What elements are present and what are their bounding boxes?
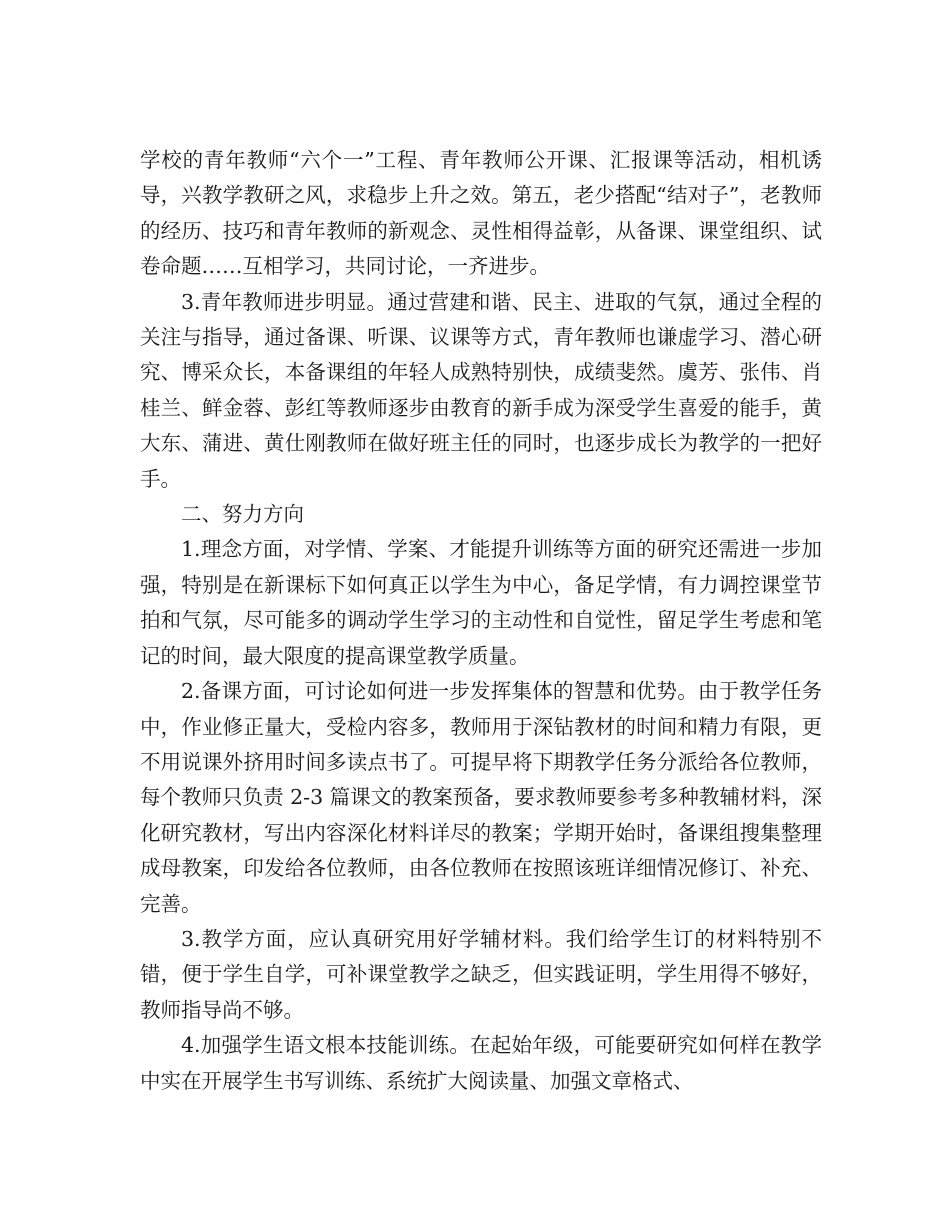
paragraph-lesson-prep: 2.备课方面，可讨论如何进一步发挥集体的智慧和优势。由于教学任务中，作业修正量大，受检内容多，教师用于深钻教材的时间和精力有限，更不用说课外挤用时间多读点书了。可提早将下期教学任务分派给各位教师，每个教师只负责 2-3 篇课文的教案预备，要求教师要参考多种教辅材料，深化研究教材，写出内容深化材料详尽的教案；学期开始时，备课组搜集整理成母教案，印发给各位教师，由各位教师在按照该班详细情况修订、补充、完善。 [140, 679, 822, 916]
paragraph-young-teachers-progress: 3.青年教师进步明显。通过营建和谐、民主、进取的气氛，通过全程的关注与指导，通过备课、听课、议课等方式，青年教师也谦虚学习、潜心研究、博采众长，本备课组的年轻人成熟特别快，成绩斐然。虞芳、张伟、肖桂兰、鲜金蓉、彭红等教师逐步由教育的新手成为深受学生喜爱的能手，黄大东、蒲进、黄仕刚教师在做好班主任的同时，也逐步成长为教学的一把好手。 [140, 289, 822, 491]
paragraph-concept: 1.理念方面，对学情、学案、才能提升训练等方面的研究还需进一步加强，特别是在新课标下如何真正以学生为中心，备足学情，有力调控课堂节拍和气氛，尽可能多的调动学生学习的主动性和自觉性，留足学生考虑和笔记的时间，最大限度的提高课堂教学质量。 [140, 537, 822, 668]
paragraph-continuation: 学校的青年教师“六个一”工程、青年教师公开课、汇报课等活动，相机诱导，兴教学教研之风，求稳步上升之效。第五，老少搭配“结对子”，老教师的经历、技巧和青年教师的新观念、灵性相得益彰，从备课、课堂组织、试卷命题……互相学习，共同讨论，一齐进步。 [140, 148, 822, 279]
document-body [140, 143, 822, 1099]
paragraph-teaching: 3.教学方面，应认真研究用好学辅材料。我们给学生订的材料特别不错，便于学生自学，可补课堂教学之缺乏，但实践证明，学生用得不够好，教师指导尚不够。 [140, 926, 822, 1022]
section-heading-direction: 二、努力方向 [181, 502, 304, 527]
paragraph-basic-skills: 4.加强学生语文根本技能训练。在起始年级，可能要研究如何样在教学中实在开展学生书写训练、系统扩大阅读量、加强文章格式、 [140, 1033, 822, 1093]
